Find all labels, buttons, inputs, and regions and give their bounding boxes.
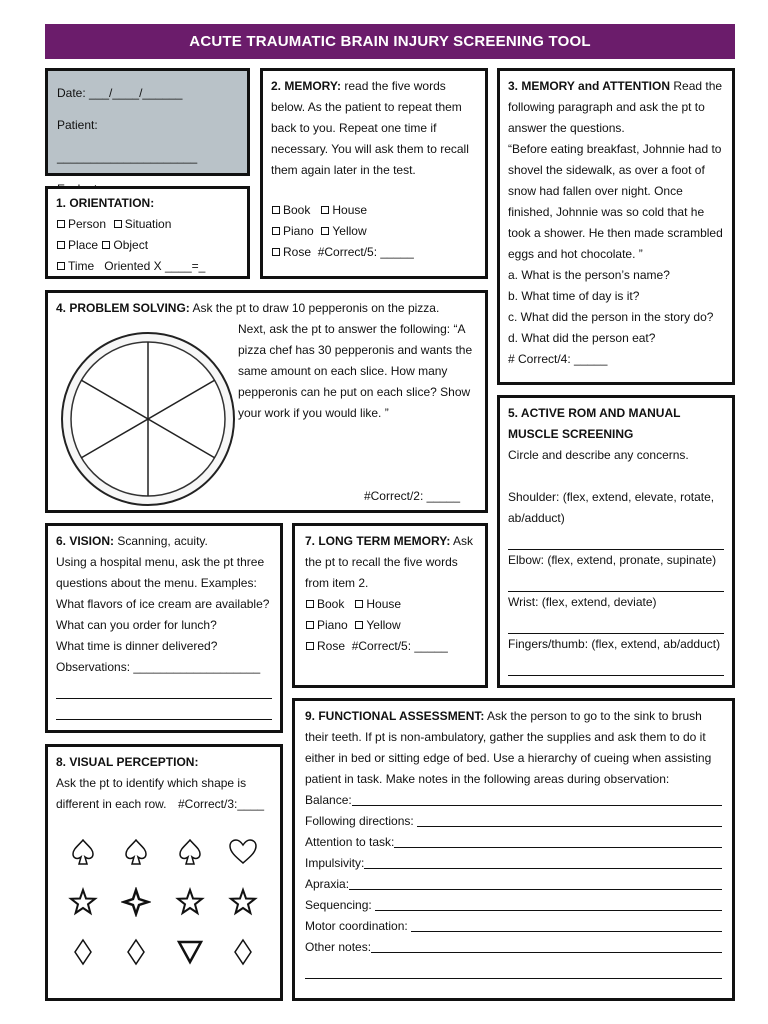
wrist-line[interactable] [508,613,724,634]
person-checkbox[interactable] [57,220,65,228]
rose-checkbox[interactable] [272,248,280,256]
memory-attention-instructions: Read the following paragraph and ask the pt to answer the questions. [508,79,723,135]
functional-heading: 9. FUNCTIONAL ASSESSMENT: [305,709,485,723]
rose-label: Rose [283,245,312,259]
ltm-yellow-label: Yellow [366,618,401,632]
visual-perception-heading: 8. VISUAL PERCEPTION: [56,755,199,769]
vision-box [45,523,283,733]
motor-coordination-row[interactable] [305,916,722,937]
pizza-icon[interactable] [58,329,238,509]
observations-line-2[interactable] [56,678,272,699]
piano-label: Piano [283,224,314,238]
time-checkbox[interactable] [57,262,65,270]
ltm-piano-label: Piano [317,618,348,632]
book-checkbox[interactable] [272,206,280,214]
piano-checkbox[interactable] [272,227,280,235]
heart-icon[interactable] [228,837,258,867]
patient-info-box [45,68,250,176]
memory-box [260,68,488,279]
object-checkbox[interactable] [102,241,110,249]
person-label: Person [68,217,107,231]
time-label: Time [68,259,95,273]
shape-row-3[interactable] [68,927,258,977]
spade-icon[interactable] [121,837,151,867]
observations-field[interactable]: Observations: ___________________ [56,660,261,674]
star-icon[interactable] [68,887,98,917]
impulsivity-row[interactable] [305,853,722,874]
orientation-box [45,186,250,279]
balance-row[interactable] [305,790,722,811]
story-paragraph: “Before eating breakfast, Johnnie had to shovel the sidewalk, as over a foot of snow had fallen over night. Once finished, Johnnie was so cold that he took a shower. He then made scrambled eggs and hot chocolate. ” [508,142,723,261]
attention-row[interactable] [305,832,722,853]
problem-solving-score[interactable]: #Correct/2: _____ [363,489,460,503]
shape-row-2[interactable] [68,877,258,927]
date-field[interactable]: Date: ___/____/______ [57,86,183,100]
long-term-memory-score[interactable]: #Correct/5: _____ [351,639,448,653]
ltm-rose-checkbox[interactable] [306,642,314,650]
shoulder-line[interactable] [508,529,724,550]
elbow-label: Elbow: (flex, extend, pronate, supinate) [508,553,717,567]
balance-label: Balance: [305,793,352,807]
other-notes-label: Other notes: [305,940,372,954]
patient-field[interactable]: Patient: _____________________ [57,118,198,164]
visual-perception-score[interactable]: #Correct/3:____ [178,797,265,811]
problem-solving-heading: 4. PROBLEM SOLVING: [56,301,190,315]
vision-line-3: What flavors of ice cream are available? [56,597,270,611]
problem-solving-box [45,290,488,513]
apraxia-row[interactable] [305,874,722,895]
visual-perception-instructions: Ask the pt to identify which shape is different in each row. [56,776,247,811]
vision-line-1: Using a hospital menu, ask the pt three [56,555,265,569]
question-b: b. What time of day is it? [508,289,640,303]
triangle-down-icon[interactable] [175,937,205,967]
ltm-book-label: Book [317,597,345,611]
memory-attention-score[interactable]: # Correct/4: _____ [508,352,608,366]
star-icon[interactable] [175,887,205,917]
elbow-line[interactable] [508,571,724,592]
attention-label: Attention to task: [305,835,395,849]
four-point-star-icon[interactable] [121,887,151,917]
other-notes-line-2[interactable] [305,958,722,979]
yellow-checkbox[interactable] [321,227,329,235]
shoulder-label: Shoulder: (flex, extend, elevate, rotate, ab/adduct) [508,490,715,525]
functional-instructions: Ask the person to go to the sink to brush their teeth. If pt is non-ambulatory, gather the supplies and ask them to do it either in bed or sitting edge of bed. Use a hierarchy of cueing when assisting patient in task. Make notes in the following areas during observation: [305,709,712,786]
fingers-line[interactable] [508,655,724,676]
ltm-rose-label: Rose [317,639,346,653]
rom-instruction: Circle and describe any concerns. [508,448,689,462]
vision-line-5: What time is dinner delivered? [56,639,218,653]
spade-icon[interactable] [175,837,205,867]
house-label: House [332,203,368,217]
shape-row-1[interactable] [68,827,258,877]
diamond-icon[interactable] [68,937,98,967]
sequencing-label: Sequencing: [305,898,372,912]
following-directions-row[interactable] [305,811,722,832]
long-term-memory-heading: 7. LONG TERM MEMORY: [305,534,451,548]
following-directions-label: Following directions: [305,814,414,828]
yellow-label: Yellow [332,224,367,238]
ltm-house-checkbox[interactable] [355,600,363,608]
sequencing-row[interactable] [305,895,722,916]
place-checkbox[interactable] [57,241,65,249]
situation-checkbox[interactable] [114,220,122,228]
form-title: ACUTE TRAUMATIC BRAIN INJURY SCREENING TOOL [45,24,735,59]
motor-coordination-label: Motor coordination: [305,919,408,933]
question-c: c. What did the person in the story do? [508,310,714,324]
functional-assessment-box [292,698,735,1001]
ltm-house-label: House [366,597,402,611]
diamond-icon[interactable] [121,937,151,967]
rom-heading: 5. ACTIVE ROM AND MANUAL MUSCLE SCREENING [508,406,681,441]
vision-line-4: What can you order for lunch? [56,618,217,632]
impulsivity-label: Impulsivity: [305,856,365,870]
book-label: Book [283,203,311,217]
memory-attention-heading: 3. MEMORY and ATTENTION [508,79,671,93]
memory-score[interactable]: #Correct/5: _____ [317,245,414,259]
memory-attention-box [497,68,735,385]
orientation-score[interactable]: Oriented X ____=_ [104,259,206,273]
place-label: Place [68,238,99,252]
house-checkbox[interactable] [321,206,329,214]
fingers-label: Fingers/thumb: (flex, extend, ab/adduct) [508,637,721,651]
ltm-yellow-checkbox[interactable] [355,621,363,629]
orientation-heading: 1. ORIENTATION: [56,196,155,210]
shape-grid [68,827,258,977]
ltm-book-checkbox[interactable] [306,600,314,608]
star-icon[interactable] [228,887,258,917]
visual-perception-box [45,744,283,1001]
ltm-piano-checkbox[interactable] [306,621,314,629]
rom-box [497,395,735,688]
vision-subtitle: Scanning, acuity. [117,534,208,548]
spade-icon[interactable] [68,837,98,867]
question-a: a. What is the person’s name? [508,268,670,282]
vision-line-2: questions about the menu. Examples: [56,576,257,590]
observations-line-3[interactable] [56,699,272,720]
diamond-icon[interactable] [228,937,258,967]
situation-label: Situation [124,217,172,231]
wrist-label: Wrist: (flex, extend, deviate) [508,595,657,609]
problem-solving-question: Next, ask the pt to answer the following: “A pizza chef has 30 pepperonis and wants the same amount on each slice. How many pepperonis can he put on each slice? Show your work if you would like. ” [238,322,473,420]
vision-heading: 6. VISION: [56,534,115,548]
question-d: d. What did the person eat? [508,331,656,345]
memory-heading: 2. MEMORY: [271,79,342,93]
apraxia-label: Apraxia: [305,877,350,891]
long-term-memory-instructions: Ask the pt to recall the five words from item 2. [305,534,474,590]
memory-instructions: read the five words below. As the patient to repeat them back to you. Repeat one time if necessary. You will ask them to recall them again later in the test. [271,79,469,177]
problem-solving-instruction-first: Ask the pt to draw 10 pepperonis on the pizza. [192,301,440,315]
other-notes-row[interactable] [305,937,722,958]
object-label: Object [113,238,149,252]
long-term-memory-box [292,523,488,688]
